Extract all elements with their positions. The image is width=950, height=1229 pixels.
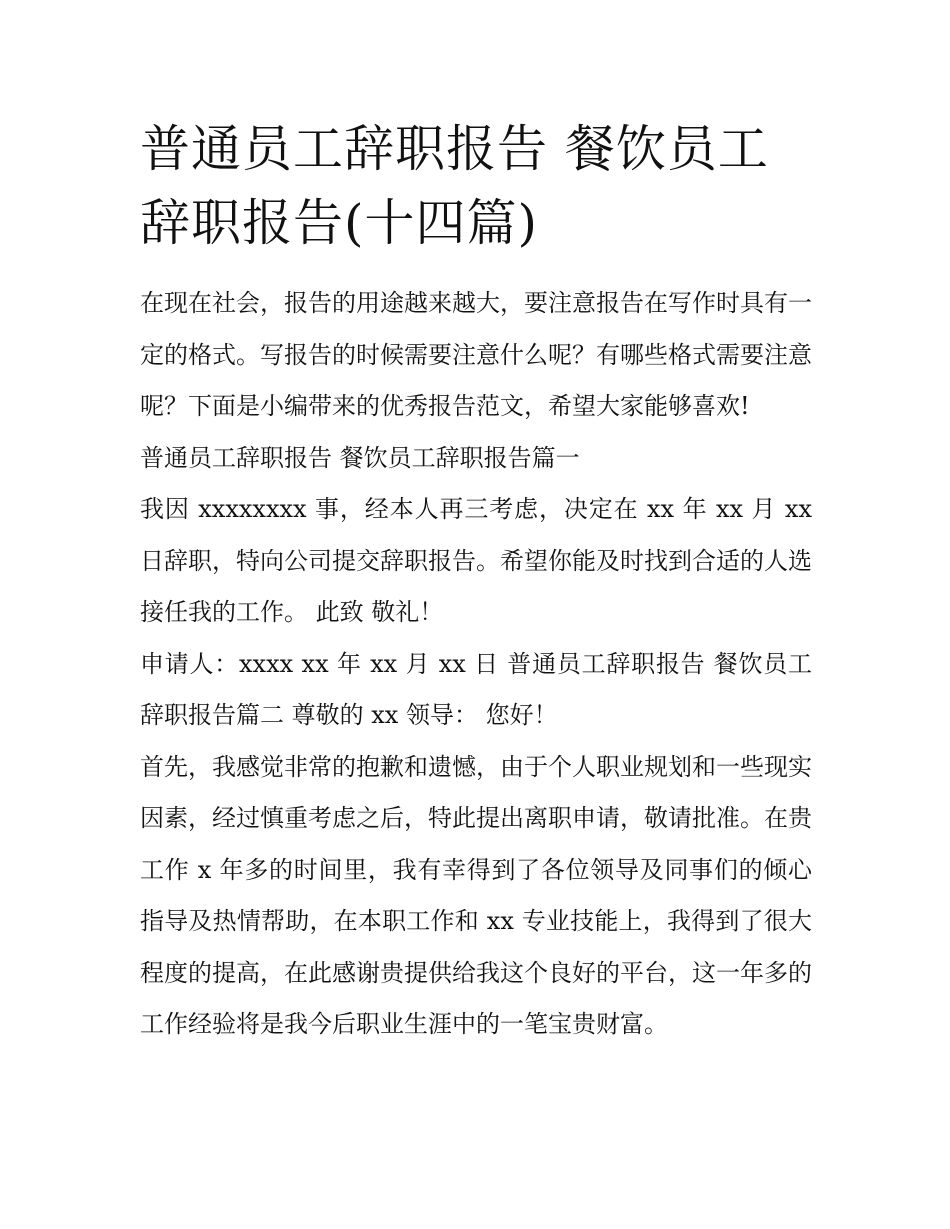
document-body — [140, 278, 812, 1051]
intro-paragraph: 在现在社会，报告的用途越来越大，要注意报告在写作时具有一定的格式。写报告的时候需要注意什么呢？有哪些格式需要注意呢？下面是小编带来的优秀报告范文，希望大家能够喜欢! — [140, 289, 812, 420]
resignation-paragraph-one: 我因 xxxxxxxx 事，经本人再三考虑，决定在 xx 年 xx 月 xx 日辞职，特向公司提交辞职报告。希望你能及时找到合适的人选接任我的工作。 此致 敬礼！ — [140, 495, 812, 626]
document-title: 普通员工辞职报告 餐饮员工辞职报告(十四篇) — [140, 120, 769, 252]
signature-and-section-two-paragraph: 申请人：xxxx xx 年 xx 月 xx 日 普通员工辞职报告 餐饮员工辞职报告篇二 尊敬的 xx 领导： 您好！ — [140, 649, 812, 729]
resignation-paragraph-two: 首先，我感觉非常的抱歉和遗憾，由于个人职业规划和一些现实因素，经过慎重考虑之后，特此提出离职申请，敬请批准。在贵工作 x 年多的时间里，我有幸得到了各位领导及同事们的倾心指导及热情帮助，在本职工作和 xx 专业技能上，我得到了很大程度的提高，在此感谢贵提供给我这个良好的平台，这一年多的工作经验将是我今后职业生涯中的一笔宝贵财富。 — [140, 752, 812, 1038]
section-heading-one: 普通员工辞职报告 餐饮员工辞职报告篇一 — [140, 443, 580, 472]
